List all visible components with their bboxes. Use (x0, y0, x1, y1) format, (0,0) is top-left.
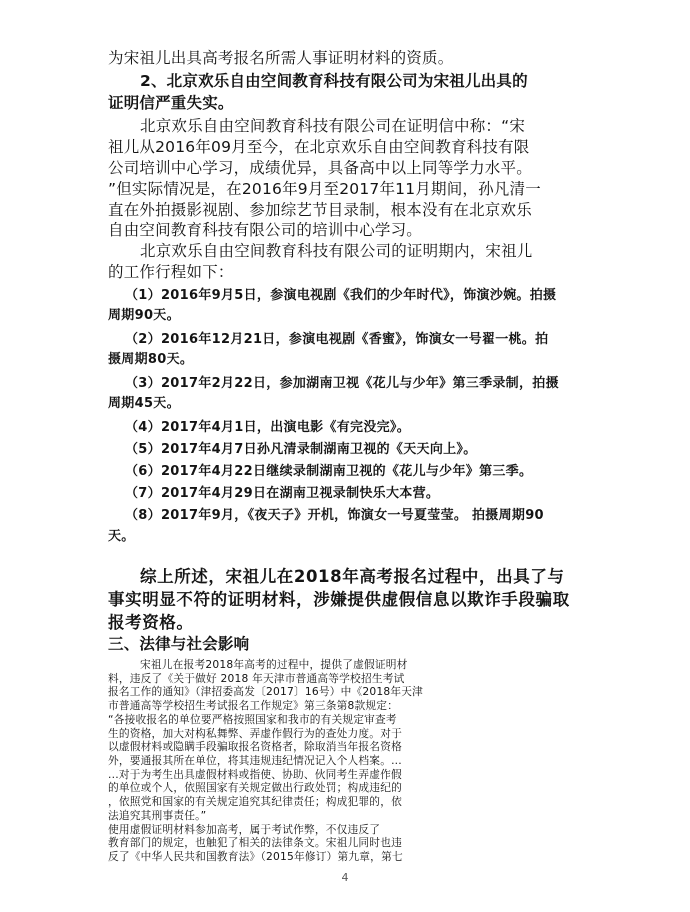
text-line: “各接收报名的单位要严格按照国家和我市的有关规定审查考 (108, 713, 397, 726)
summary-line: 事实明显不符的证明材料，涉嫌提供虚假信息以欺诈手段骗取 (108, 590, 570, 609)
text-line: 外，要通报其所在单位，将其违规违纪情况记入个人档案。... (108, 754, 402, 767)
schedule-item: （1）2016年9月5日，参演电视剧《我们的少年时代》，饰演沙婉。拍摄 (125, 288, 557, 303)
schedule-item: （7）2017年4月29日在湖南卫视录制快乐大本营。 (125, 486, 440, 501)
text-line: 公司培训中心学习，成绩优异，具备高中以上同等学力水平。 (108, 159, 532, 177)
schedule-item: （4）2017年4月1日，出演电影《有完没完》。 (125, 420, 411, 435)
schedule-item: 周期45天。 (108, 396, 180, 411)
text-line: 使用虚假证明材料参加高考，属于考试作弊，不仅违反了 (108, 823, 381, 836)
schedule-item: 摄周期80天。 (108, 352, 194, 367)
text-line: 北京欢乐自由空间教育科技有限公司的证明期内，宋祖儿 (140, 242, 533, 260)
text-line: ...对于为考生出具虚假材料或指使、协助、伙同考生弄虚作假 (108, 768, 402, 781)
text-line: 的单位或个人，依照国家有关规定做出行政处罚；构成违纪的 (108, 781, 402, 794)
text-line: 市普通高等学校招生考试报名工作规定》第三条第8款规定： (108, 699, 399, 712)
text-line: 宋祖儿在报考2018年高考的过程中，提供了虚假证明材 (140, 658, 408, 671)
text-line: 以虚假材料或隐瞒手段骗取报名资格者，除取消当年报名资格 (108, 740, 402, 753)
schedule-item: 天。 (108, 529, 135, 544)
section-heading: 2、北京欢乐自由空间教育科技有限公司为宋祖儿出具的 (140, 72, 528, 90)
text-line: 料，违反了《关于做好 2018 年天津市普通高等学校招生考试 (108, 672, 405, 685)
text-line: 反了《中华人民共和国教育法》（2015年修订）第九章，第七 (108, 850, 403, 863)
text-line: 的工作行程如下： (108, 263, 234, 281)
text-line: 北京欢乐自由空间教育科技有限公司在证明信中称：“宋 (140, 117, 526, 135)
schedule-item: （2）2016年12月21日，参演电视剧《香蜜》，饰演女一号翟一桃。拍 (125, 332, 549, 347)
text-line: 直在外拍摄影视剧、参加综艺节目录制，根本没有在北京欢乐 (108, 201, 532, 219)
section-heading: 证明信严重失实。 (108, 94, 234, 112)
schedule-item: （3）2017年2月22日，参加湖南卫视《花儿与少年》第三季录制，拍摄 (125, 376, 559, 391)
text-line: 祖儿从2016年09月至今，在北京欢乐自由空间教育科技有限 (108, 138, 530, 156)
section-heading: 三、法律与社会影响 (108, 635, 250, 653)
schedule-item: 周期90天。 (108, 308, 180, 323)
text-line: 教育部门的规定，也触犯了相关的法律条文。宋祖儿同时也违 (108, 836, 402, 849)
text-line: 生的资格，加大对构私舞弊、弄虚作假行为的查处力度。对于 (108, 727, 402, 740)
summary-line: 报考资格。 (108, 613, 194, 632)
page-number: 4 (341, 871, 349, 884)
text-line: 法追究其刑事责任。” (108, 809, 207, 822)
text-line: ，依照党和国家的有关规定追究其纪律责任；构成犯罪的，依 (108, 795, 402, 808)
text-line: 报名工作的通知》（津招委高发〔2017〕16号）中《2018年天津 (108, 685, 424, 698)
summary-line: 综上所述，宋祖儿在2018年高考报名过程中，出具了与 (140, 567, 565, 586)
text-line: 自由空间教育科技有限公司的培训中心学习。 (108, 221, 423, 239)
schedule-item: （8）2017年9月，《夜天子》开机，饰演女一号夏莹莹。 拍摄周期90 (125, 508, 544, 523)
schedule-item: （5）2017年4月7日孙凡清录制湖南卫视的《天天向上》。 (125, 442, 477, 457)
schedule-item: （6）2017年4月22日继续录制湖南卫视的《花儿与少年》第三季。 (125, 464, 533, 479)
text-line: 为宋祖儿出具高考报名所需人事证明材料的资质。 (108, 49, 454, 67)
text-line: ”但实际情况是，在2016年9月至2017年11月期间，孙凡清一 (108, 180, 541, 198)
